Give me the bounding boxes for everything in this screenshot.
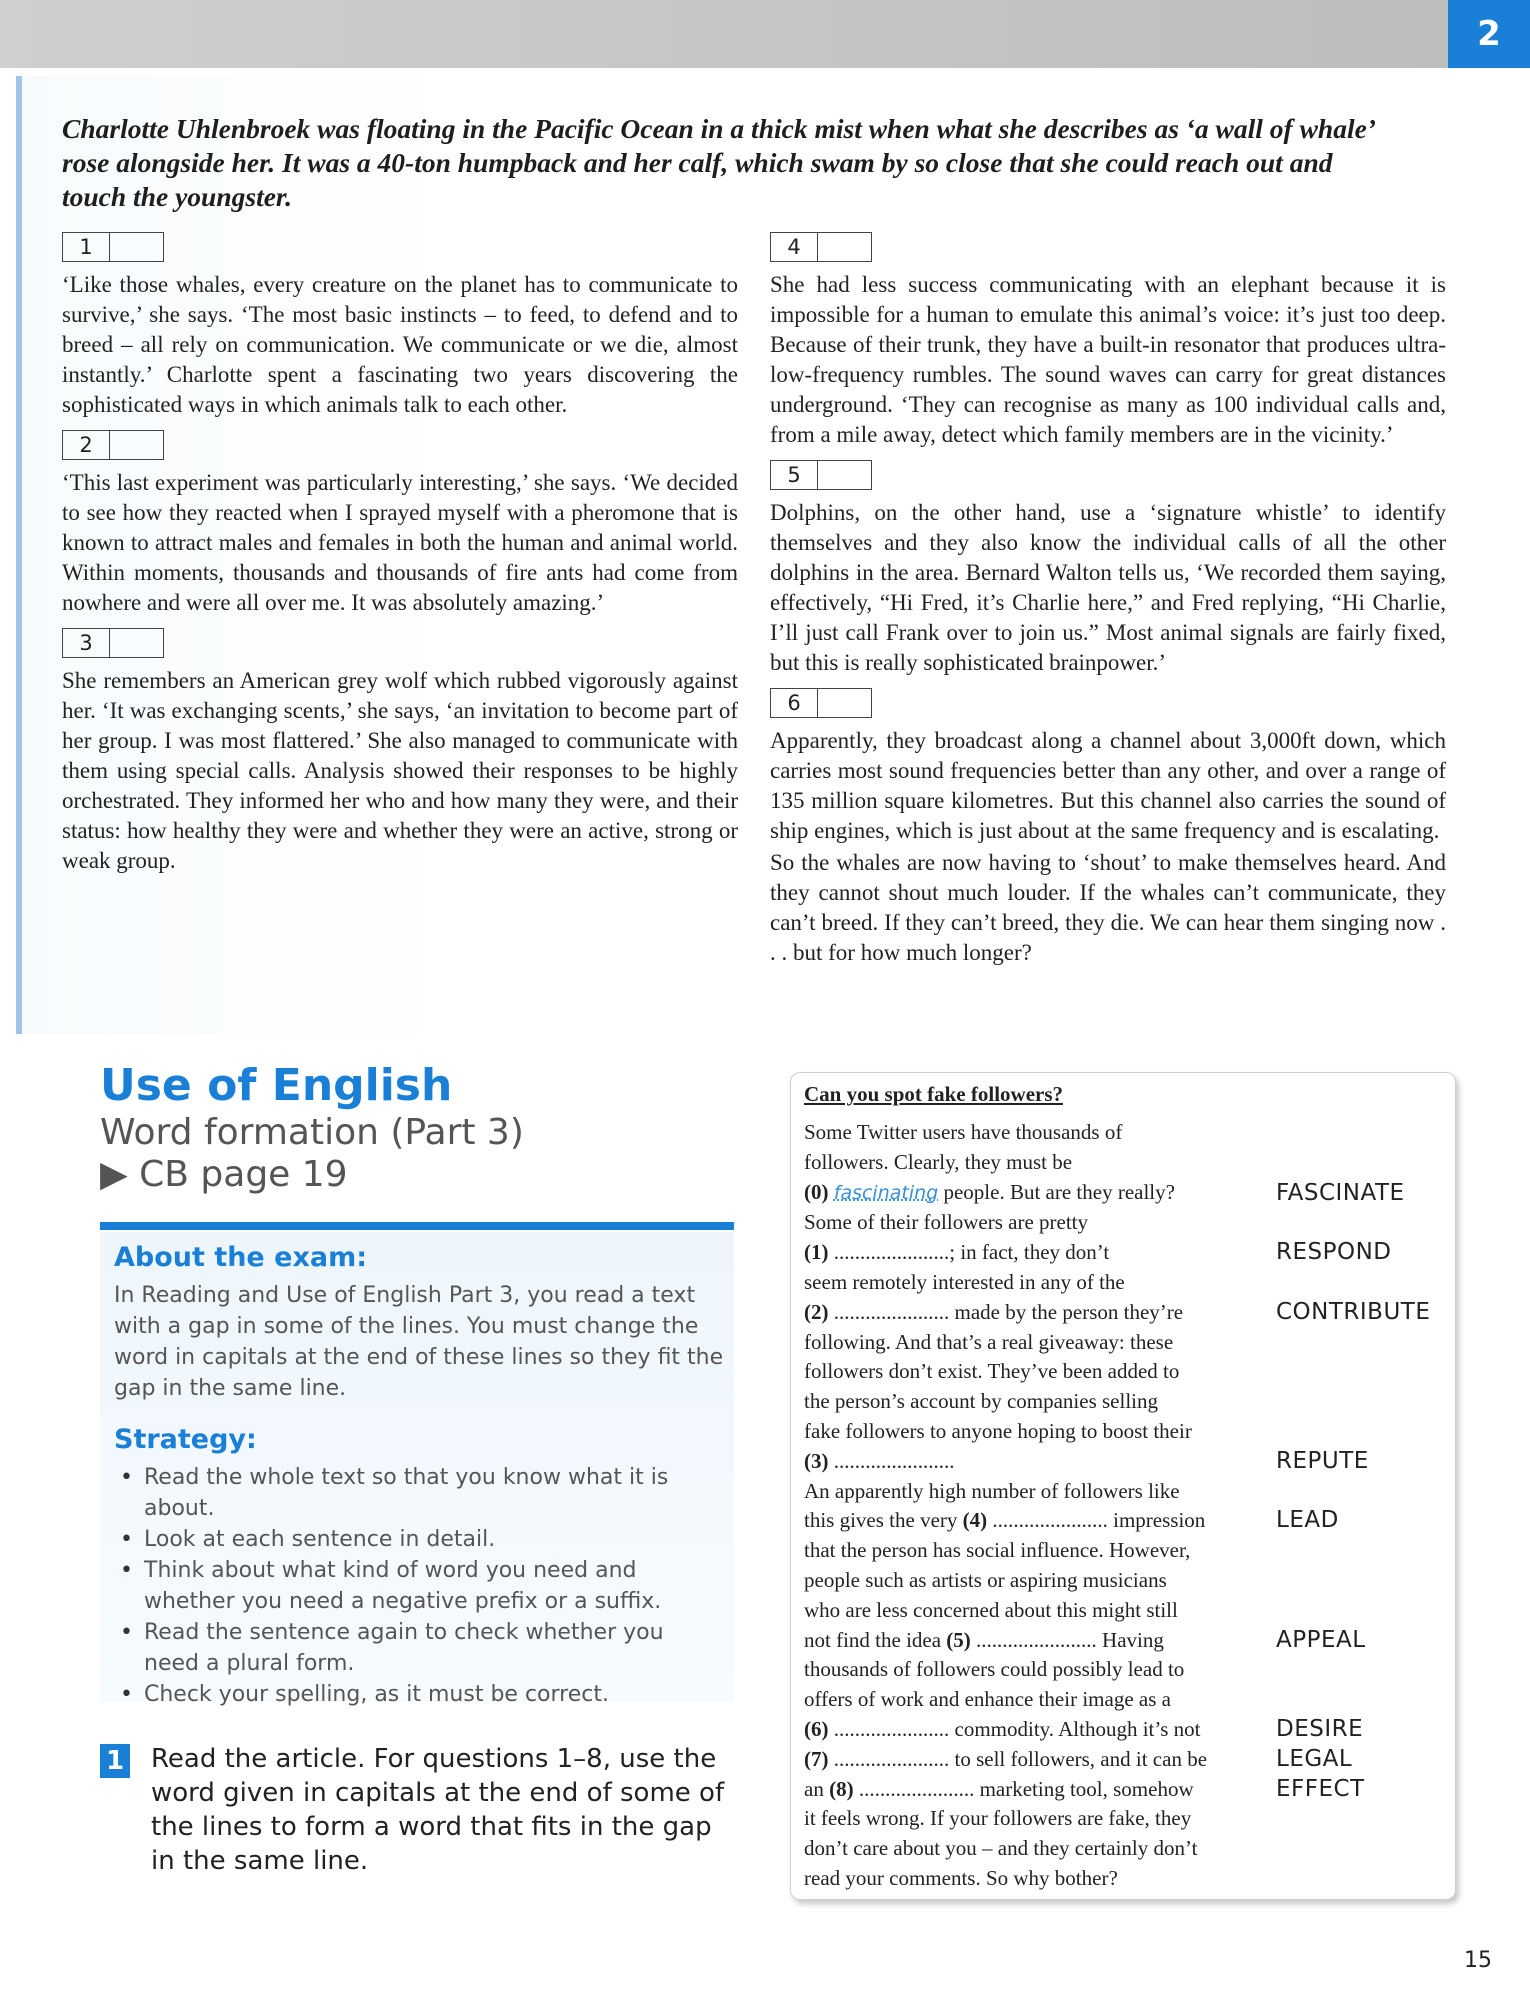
exercise-line-text: . Having [1091, 1627, 1164, 1652]
exercise-line-text: an [804, 1776, 830, 1801]
section-subtitle: Word formation (Part 3) [100, 1112, 524, 1153]
exercise-line: An apparently high number of followers like [804, 1478, 1180, 1503]
exercise-line [804, 1298, 1254, 1328]
exercise-line: who are less concerned about this might still [804, 1597, 1178, 1622]
exercise-line-text: not find the idea [804, 1627, 947, 1652]
exercise-line: people such as artists or aspiring musicians [804, 1567, 1167, 1592]
about-heading: About the exam: [114, 1242, 368, 1273]
keyword-legal: LEGAL [1276, 1746, 1353, 1772]
keyword-fascinate: FASCINATE [1276, 1180, 1405, 1206]
exercise-line: the person’s account by companies selling [804, 1389, 1158, 1414]
section-divider [100, 1222, 734, 1230]
answer-gap-7[interactable]: ...................... [833, 1746, 950, 1771]
exercise-line: followers don’t exist. They’ve been added to [804, 1359, 1180, 1384]
gap-box-6[interactable] [770, 688, 872, 718]
article-paragraph: ‘This last experiment was particularly interesting,’ she says. ‘We decided to see how they reacted when I sprayed myself with a pheromone that is known to attract males and females in both the human and animal world. Within moments, thousands and thousands of fire ants had come from nowhere and were all over me. It was absolutely amazing.’ [62, 470, 738, 615]
exercise-line [804, 1745, 1254, 1775]
gap-number: 5 [771, 461, 818, 489]
question-label: (4) [962, 1508, 988, 1533]
question-label: (0) [804, 1179, 829, 1204]
exercise-line: followers. Clearly, they must be [804, 1149, 1073, 1174]
exercise-line [804, 1238, 1254, 1268]
keyword-contribute: CONTRIBUTE [1276, 1299, 1431, 1325]
article-intro: Charlotte Uhlenbroek was floating in the Pacific Ocean in a thick mist when what she describes as ‘a wall of whale’ rose alongside her. It was a 40-ton humpback and her calf, which swam by so close that she could reach out and touch the youngster. [62, 113, 1374, 212]
exercise-line-text: commodity. Although it’s not [949, 1716, 1201, 1741]
exercise-line-text: impression [1107, 1508, 1206, 1533]
gap-number: 3 [63, 629, 110, 657]
question-label: (3) [804, 1448, 829, 1473]
exercise-line [804, 1506, 1254, 1536]
exercise-line: seem remotely interested in any of the [804, 1269, 1125, 1294]
strategy-heading: Strategy: [114, 1424, 257, 1455]
exercise-line [804, 1178, 1254, 1209]
exercise-line [804, 1715, 1254, 1745]
gap-box-1[interactable] [62, 232, 164, 262]
task-instruction [100, 1742, 740, 1878]
exercise-title: Can you spot fake followers? [804, 1082, 1064, 1106]
question-label: (6) [804, 1716, 829, 1741]
article-paragraph: ‘Like those whales, every creature on the planet has to communicate to survive,’ she says. ‘The most basic instincts – to feed, to defend and to breed – all rely on communication. We communicate or we die, almost instantly.’ Charlotte spent a fascinating two years discovering the sophisticated ways in which animals talk to each other. [62, 272, 738, 417]
exercise-line: fake followers to anyone hoping to boost their [804, 1418, 1192, 1443]
question-label: (1) [804, 1240, 829, 1265]
exercise-line-text: . [949, 1448, 955, 1473]
answer-gap-5[interactable]: ...................... [976, 1627, 1092, 1652]
use-of-english-header [100, 1060, 740, 1196]
article-side-rule [16, 76, 22, 1034]
exercise-line: it feels wrong. If your followers are fake, they [804, 1806, 1192, 1831]
section-title: Use of English [100, 1060, 453, 1111]
header-bar [0, 0, 1448, 68]
question-label: (7) [804, 1746, 829, 1771]
exercise-line [804, 1775, 1254, 1805]
exercise-line [804, 1626, 1254, 1656]
example-answer: fascinating [833, 1181, 939, 1204]
exercise-line-text: to sell followers, and it can be [949, 1746, 1208, 1771]
article-column-left [62, 232, 738, 886]
article-column-right [770, 232, 1446, 978]
keyword-appeal: APPEAL [1276, 1627, 1366, 1653]
exam-info [114, 1240, 724, 1710]
answer-gap-6[interactable]: ...................... [833, 1716, 950, 1741]
article-paragraph: So the whales are now having to ‘shout’ to make themselves heard. And they cannot shout much louder. If the whales can’t communicate, they can’t breed. If they can’t breed, they die. We can hear them singing now . . . but for how much longer? [770, 850, 1446, 965]
keyword-effect: EFFECT [1276, 1776, 1365, 1802]
answer-gap-3[interactable]: ...................... [833, 1448, 950, 1473]
exercise-line: read your comments. So why bother? [804, 1865, 1118, 1890]
strategy-list [114, 1462, 724, 1710]
question-label: (8) [829, 1776, 854, 1801]
coursebook-reference: ▶ CB page 19 [100, 1154, 348, 1195]
keyword-repute: REPUTE [1276, 1448, 1369, 1474]
keyword-respond: RESPOND [1276, 1239, 1392, 1265]
article-paragraph: She had less success communicating with an elephant because it is impossible for a human to emulate this animal’s voice: it’s just too deep. Because of their trunk, they have a built-in resonator that produces ultra-low-frequency rumbles. The sound waves can carry for great distances underground. ‘They can recognise as many as 100 individual calls and, from a mile away, detect which family members are in the vicinity.’ [770, 272, 1446, 447]
gap-box-5[interactable] [770, 460, 872, 490]
about-text: In Reading and Use of English Part 3, you read a text with a gap in some of the lines. You must change the word in capitals at the end of these lines so they fit the gap in the same line. [114, 1283, 724, 1401]
gap-box-4[interactable] [770, 232, 872, 262]
exercise-line: Some of their followers are pretty [804, 1210, 1088, 1235]
question-label: (5) [946, 1627, 971, 1652]
exercise-line-text: made by the person they’re [949, 1299, 1184, 1324]
exercise-line-text: this gives the very [804, 1508, 963, 1533]
task-number-badge: 1 [100, 1744, 130, 1778]
keyword-lead: LEAD [1276, 1507, 1339, 1533]
question-label: (2) [804, 1299, 829, 1324]
exercise-line: don’t care about you – and they certainly don’t [804, 1836, 1198, 1861]
task-text: Read the article. For questions 1–8, use the word given in capitals at the end of some of the lines to form a word that fits in the gap in the same line. [151, 1744, 725, 1876]
gap-box-3[interactable] [62, 628, 164, 658]
strategy-item: • Read the sentence again to check whether you need a plural form. [114, 1617, 724, 1679]
article-paragraph: She remembers an American grey wolf which rubbed vigorously against her. ‘It was exchanging scents,’ she says, ‘an invitation to become part of her group. I was most flattered.’ She also managed to communicate with them using special calls. Analysis showed their responses to be highly orchestrated. They informed her who and how many they were, and their status: how healthy they were and whether they were an active, strong or weak group. [62, 668, 738, 873]
keyword-desire: DESIRE [1276, 1716, 1364, 1742]
gap-number: 6 [771, 689, 818, 717]
strategy-item: • Think about what kind of word you need and whether you need a negative prefix or a suffix. [114, 1555, 724, 1617]
exercise-line: that the person has social influence. However, [804, 1538, 1191, 1563]
article-paragraph: Dolphins, on the other hand, use a ‘signature whistle’ to identify themselves and they also know the individual calls of all the other dolphins in the area. Bernard Walton tells us, ‘We recorded them saying, effectively, “Hi Fred, it’s Charlie here,” and Fred replying, “Hi Charlie, I’ll just call Frank over to join us.” Most animal signals are fairly fixed, but this is really sophisticated brainpower.’ [770, 500, 1446, 675]
gap-box-2[interactable] [62, 430, 164, 460]
strategy-item: • Read the whole text so that you know what it is about. [114, 1462, 724, 1524]
exercise-line: offers of work and enhance their image as a [804, 1687, 1171, 1712]
answer-gap-1[interactable]: ...................... [833, 1240, 950, 1265]
gap-number: 2 [63, 431, 110, 459]
article-paragraph: Apparently, they broadcast along a channel about 3,000ft down, which carries most sound frequencies better than any other, and over a range of 135 million square kilometres. But this channel also carries the sound of ship engines, which is just about at the same frequency and is escalating. [770, 728, 1446, 843]
gap-number: 4 [771, 233, 818, 261]
answer-gap-4[interactable]: ...................... [992, 1508, 1108, 1533]
answer-gap-2[interactable]: ...................... [833, 1299, 950, 1324]
unit-badge: 2 [1448, 0, 1530, 68]
strategy-item: • Look at each sentence in detail. [114, 1524, 724, 1555]
exercise-line-text: marketing tool, somehow [974, 1776, 1194, 1801]
page-number: 15 [1464, 1948, 1492, 1973]
exercise-line: following. And that’s a real giveaway: these [804, 1329, 1174, 1354]
exercise-text [804, 1118, 1254, 1894]
exercise-line-text: people. But are they really? [938, 1179, 1175, 1204]
exercise-line: thousands of followers could possibly lead to [804, 1657, 1185, 1682]
gap-number: 1 [63, 233, 110, 261]
exercise-line: Some Twitter users have thousands of [804, 1120, 1123, 1144]
exercise-line-text: ; in fact, they don’t [949, 1240, 1110, 1265]
answer-gap-8[interactable]: ...................... [858, 1776, 975, 1801]
exercise-line [804, 1447, 1254, 1477]
strategy-item: • Check your spelling, as it must be correct. [114, 1679, 724, 1710]
